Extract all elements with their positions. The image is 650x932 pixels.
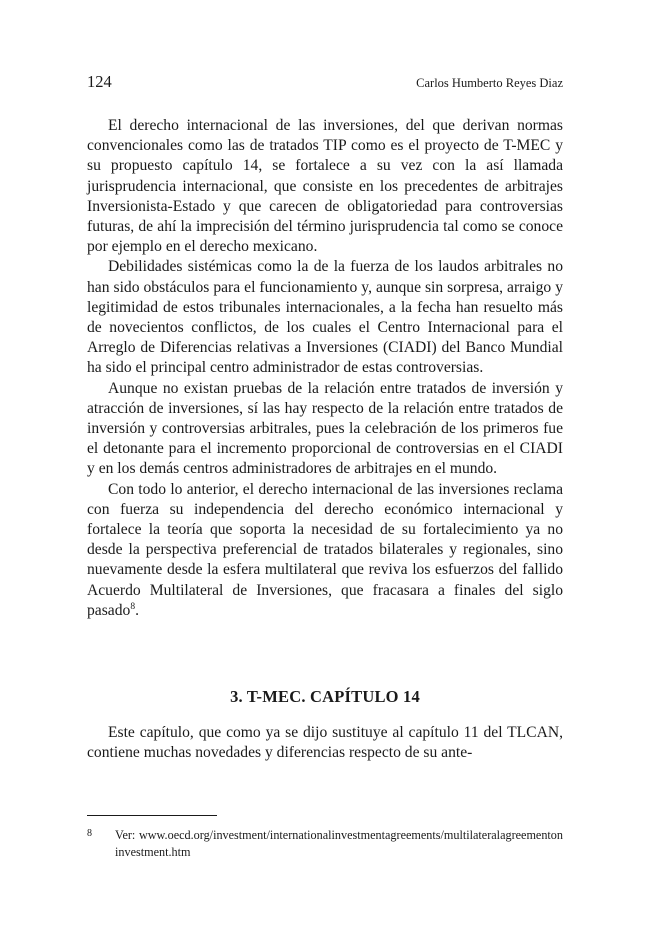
footnote-number: 8 <box>87 828 92 839</box>
paragraph: Este capítulo, que como ya se dijo sustituye al capítulo 11 del TLCAN, contiene muchas novedades y diferencias respecto de su ante- <box>87 724 563 762</box>
paragraph: El derecho internacional de las inversiones, del que derivan normas convencionales como las de tratados TIP como es el proyecto de T-MEC y su propuesto capítulo 14, se fortalece a su vez con la así llamada jurisprudencia internacional, que consiste en los precedentes de arbitrajes Inversionista-Estado y que carecen de obligatoriedad para controversias futuras, de ahí la imprecisión del término jurisprudencia tal como se conoce por ejemplo en el derecho mexicano. <box>87 117 563 256</box>
paragraph: Aunque no existan pruebas de la relación entre tratados de inversión y atracción de inversiones, sí las hay respecto de la relación entre tratados de inversión y controversias arbitrales, pues la celebración de los primeros fue el detonante para el incremento proporcional de controversias en el CIADI y en los demás centros administradores de arbitrajes en el mundo. <box>87 379 563 478</box>
footnote-text: Ver: www.oecd.org/investment/internationalinvestmentagreements/multilateralagreementoninvestment.htm <box>115 828 563 859</box>
section-heading: 3. T-MEC. CAPÍTULO 14 <box>230 687 420 706</box>
page-header <box>87 72 563 96</box>
paragraph-with-footnote <box>87 480 563 621</box>
page-number: 124 <box>87 72 112 91</box>
paragraph-end: . <box>135 601 139 619</box>
paragraph-text: Con todo lo anterior, el derecho internacional de las inversiones reclama con fuerza su independencia del derecho económico internacional y fortalece la teoría que soporta la necesidad de su fortalecimiento ya no desde la perspectiva preferencial de tratados bilaterales y regionales, sino nuevamente desde la esfera multilateral que reviva los esfuerzos del fallido Acuerdo Multilateral de Inversiones, que fracasara a finales del siglo pasado <box>87 480 563 619</box>
body-text <box>87 116 563 621</box>
footnote <box>87 827 563 861</box>
paragraph: Debilidades sistémicas como la de la fuerza de los laudos arbitrales no han sido obstáculos para el funcionamiento y, aunque sin sorpresa, arraigo y legitimidad de estos tribunales internacionales, a la fecha han resuelto más de novecientos conflictos, de los cuales el Centro Internacional para el Arreglo de Diferencias relativas a Inversiones (CIADI) del Banco Mundial ha sido el principal centro administrador de estas controversias. <box>87 258 563 377</box>
footnote-reference[interactable]: 8 <box>130 601 136 612</box>
section-text <box>87 723 563 763</box>
running-head-author: Carlos Humberto Reyes Diaz <box>416 76 563 90</box>
footnote-divider <box>87 815 217 816</box>
